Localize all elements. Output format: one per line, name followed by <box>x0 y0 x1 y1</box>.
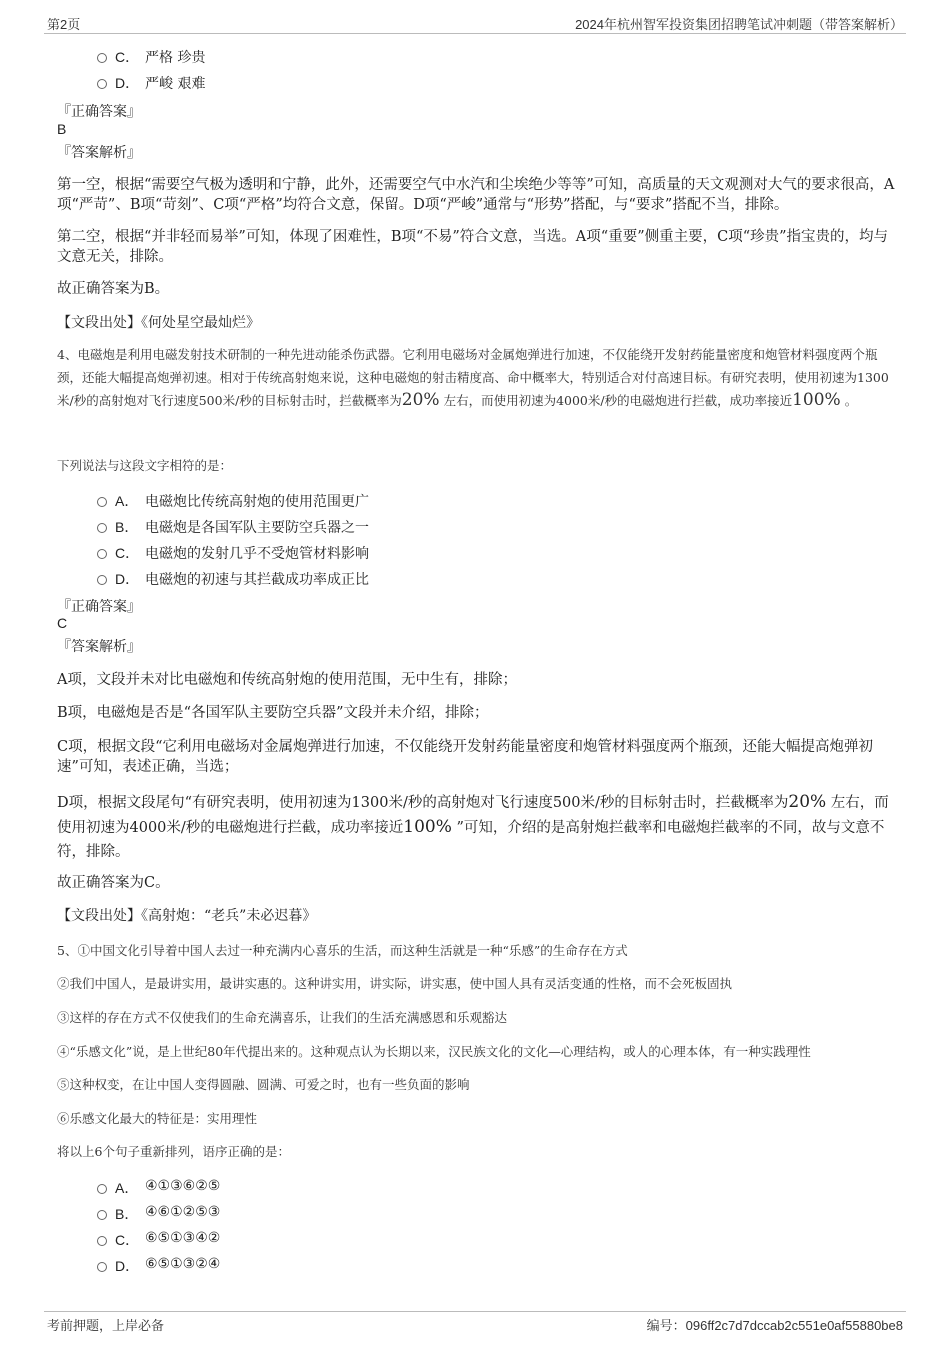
percentage-formula: 100% <box>792 390 841 410</box>
radio-button-icon[interactable] <box>97 1236 107 1246</box>
answer-label: 『正确答案』 <box>57 599 141 615</box>
answer-label: 『正确答案』 <box>57 104 141 120</box>
sentence-6: ⑥乐感文化最大的特征是：实用理性 <box>57 1111 258 1126</box>
radio-button-icon[interactable] <box>97 549 107 559</box>
radio-button-icon[interactable] <box>97 523 107 533</box>
analysis-option-a: A项，文段并未对比电磁炮和传统高射炮的使用范围，无中生有，排除； <box>57 672 517 688</box>
answer-value: C <box>57 615 68 631</box>
question-prompt: 下列说法与这段文字相符的是： <box>57 458 233 473</box>
sentence-5: ⑤这种权变，在让中国人变得圆融、圆满、可爱之时，也有一些负面的影响 <box>57 1077 470 1092</box>
analysis-option-b: B项，电磁炮是否是“各国军队主要防空兵器”文段并未介绍，排除； <box>57 705 489 721</box>
sentence-3: ③这样的存在方式不仅使我们的生命充满喜乐，让我们的生活充满感恩和乐观豁达 <box>57 1010 508 1025</box>
analysis-option-d: D项，根据文段尾句“有研究表明，使用初速为1300米/秒的高射炮对飞行速度500米/秒的目标射击时，拦截概率为20% 左右，而使用初速为4000米/秒的电磁炮进行拦截，成功率接近100% ”可知，介绍的是高射炮拦截率和电磁炮拦截率的不同，故与文意不符，排除。 <box>57 792 889 860</box>
percentage-formula: 100% <box>403 817 452 837</box>
sentence-4: ④“乐感文化”说，是上世纪80年代提出来的。这种观点认为长期以来，汉民族文化的文化—心理结构，或人的心理本体，有一种实践理性 <box>57 1044 811 1059</box>
analysis-paragraph: 第二空，根据“并非轻而易举”可知，体现了困难性，B项“不易”符合文意，当选。A项“重要”侧重主要，C项“珍贵”指宝贵的，均与文意无关，排除。 <box>57 229 889 265</box>
percentage-formula: 20% <box>788 792 827 812</box>
footer-slogan: 考前押题，上岸必备 <box>47 1319 165 1334</box>
sentence-1: 5、①中国文化引导着中国人去过一种充满内心喜乐的生活，而这种生活就是一种“乐感”的生命存在方式 <box>57 943 628 958</box>
radio-button-icon[interactable] <box>97 575 107 585</box>
analysis-label: 『答案解析』 <box>57 639 141 655</box>
radio-button-icon[interactable] <box>97 1210 107 1220</box>
source-citation: 【文段出处】《何处星空最灿烂》 <box>57 315 260 331</box>
document-id: 编号：096ff2c7d7dccab2c551e0af55880be8 <box>646 1318 903 1333</box>
analysis-conclusion: 故正确答案为C。 <box>57 875 170 891</box>
footer-rule <box>44 1311 906 1312</box>
header-rule <box>44 33 906 34</box>
document-title: 2024年杭州智军投资集团招聘笔试冲刺题（带答案解析） <box>575 17 903 32</box>
question-stem: 4、电磁炮是利用电磁发射技术研制的一种先进动能杀伤武器。它利用电磁场对金属炮弹进行加速，不仅能绕开发射药能量密度和炮管材料强度两个瓶颈，还能大幅提高炮弹初速。相对于传统高射炮来说，这种电磁炮的射击精度高、命中概率大，特别适合对付高速目标。有研究表明，使用初速为1300米/秒的高射炮对飞行速度500米/秒的目标射击时，拦截概率为20% 左右，而使用初速为4000米/秒的电磁炮进行拦截，成功率接近100% 。 <box>57 347 889 410</box>
analysis-paragraph: 第一空，根据“需要空气极为透明和宁静，此外，还需要空气中水汽和尘埃绝少等等”可知，高质量的天文观测对大气的要求很高，A项“严苛”、B项“苛刻”、C项“严格”均符合文意，保留。D项“严峻”通常与“形势”搭配，与“要求”搭配不当，排除。 <box>57 177 895 213</box>
analysis-label: 『答案解析』 <box>57 145 141 161</box>
answer-value: B <box>57 121 67 137</box>
sentence-2: ②我们中国人，是最讲实用，最讲实惠的。这种讲实用，讲实际，讲实惠，使中国人具有灵活变通的性格，而不会死板固执 <box>57 976 733 991</box>
page-number: 第2页 <box>47 17 81 32</box>
radio-button-icon[interactable] <box>97 1262 107 1272</box>
radio-button-icon[interactable] <box>97 1184 107 1194</box>
analysis-option-c: C项，根据文段“它利用电磁场对金属炮弹进行加速，不仅能绕开发射药能量密度和炮管材料强度两个瓶颈，还能大幅提高炮弹初速”可知，表述正确，当选； <box>57 739 874 775</box>
radio-button-icon[interactable] <box>97 79 107 89</box>
percentage-formula: 20% <box>401 390 440 410</box>
question-prompt: 将以上6个句子重新排列，语序正确的是： <box>57 1144 290 1159</box>
radio-button-icon[interactable] <box>97 53 107 63</box>
radio-button-icon[interactable] <box>97 497 107 507</box>
source-citation: 【文段出处】《高射炮：“老兵”未必迟暮》 <box>57 908 317 924</box>
analysis-conclusion: 故正确答案为B。 <box>57 281 170 297</box>
